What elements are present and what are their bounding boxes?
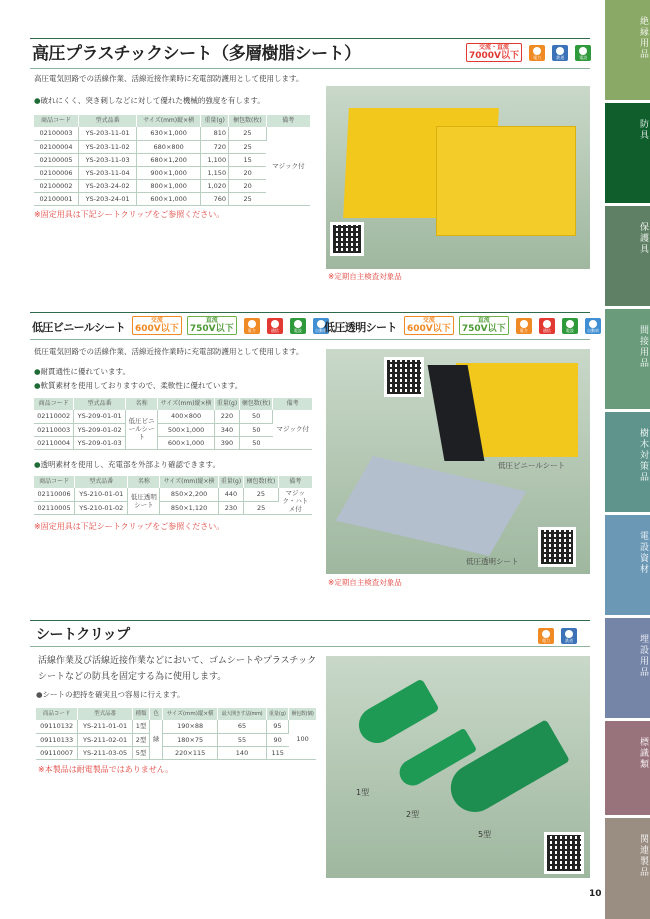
decoration <box>34 398 312 410</box>
text: 750V以下 <box>461 324 506 334</box>
clear-sheet <box>336 456 527 556</box>
power-icon <box>538 628 554 644</box>
badge-group <box>132 315 329 335</box>
decoration <box>36 708 316 720</box>
table-cell: マジック・ハトメ付 <box>278 488 312 514</box>
table-header: 梱包数(個) <box>289 708 316 720</box>
text: 通信 <box>542 327 551 333</box>
table-header: 型式品番 <box>79 115 137 127</box>
bullet <box>34 367 130 377</box>
table-cell: 180×75 <box>163 733 218 746</box>
table-cell: YS-211-01-01 <box>78 720 133 733</box>
decoration <box>387 360 421 394</box>
telecom-icon <box>267 318 283 334</box>
section-rule <box>30 68 590 69</box>
voltage-badge <box>466 43 522 62</box>
table-header: 備考 <box>273 398 312 410</box>
decoration: ● <box>36 690 43 699</box>
table-row <box>36 746 316 759</box>
table-cell: 低圧透明シート <box>128 488 160 514</box>
table-header: サイズ(mm)縦×横 <box>163 708 218 720</box>
bullet <box>34 381 242 391</box>
table-cell: 900×1,000 <box>137 166 201 179</box>
qr-code <box>384 357 424 397</box>
decoration <box>541 530 573 564</box>
table-cell: 90 <box>266 733 288 746</box>
table-cell: 02100004 <box>34 140 79 153</box>
bullet <box>36 690 184 700</box>
table-cell: 600×1,000 <box>137 192 201 205</box>
table-header: 名称 <box>126 398 158 410</box>
tab-tree-measures[interactable] <box>605 412 650 512</box>
table-header: サイズ(mm)縦×横 <box>160 476 218 488</box>
decoration <box>520 320 528 328</box>
inspection-note: ※定期自主検査対象品 <box>328 578 402 587</box>
badge-group <box>466 42 591 62</box>
table-cell: YS-203-11-03 <box>79 153 137 166</box>
section-title: 高圧プラスチックシート（多層樹脂シート） <box>32 44 361 64</box>
table-cell: 1,020 <box>201 179 229 192</box>
table-cell: 25 <box>244 488 278 501</box>
text: 電設 <box>293 327 302 333</box>
table-header: 商品コード <box>34 115 79 127</box>
text: 間接用品 <box>638 325 648 369</box>
decoration <box>36 708 316 759</box>
caption: 低圧透明シート <box>466 557 519 566</box>
text: 埋設用品 <box>638 634 648 678</box>
decoration <box>556 47 564 55</box>
telecom-icon <box>539 318 555 334</box>
qr-code <box>544 832 584 874</box>
table-cell: 1,150 <box>201 166 229 179</box>
text: 関連製品 <box>638 834 648 878</box>
section-rule <box>30 620 590 621</box>
table-cell: YS-203-24-02 <box>79 179 137 192</box>
table-cell: 20 <box>229 166 267 179</box>
decoration <box>542 630 550 638</box>
table-cell: 50 <box>239 423 272 436</box>
table-header: 備考 <box>266 115 310 127</box>
table-cell: YS-210-01-01 <box>75 488 128 501</box>
table-row <box>36 720 316 733</box>
tab-insulation[interactable] <box>605 0 650 100</box>
text: 電力 <box>533 54 542 60</box>
table-cell: 630×1,000 <box>137 127 201 140</box>
table-row <box>34 410 312 423</box>
table-cell: 850×1,120 <box>160 501 218 514</box>
power-icon <box>244 318 260 334</box>
badge-group <box>404 315 601 335</box>
table-row <box>34 423 312 436</box>
text: 鉄道 <box>556 54 565 60</box>
table-cell: 810 <box>201 127 229 140</box>
table-cell: 02100005 <box>34 153 79 166</box>
product-photo <box>326 86 590 269</box>
table-cell: 140 <box>218 746 267 759</box>
text: 通信 <box>270 327 279 333</box>
table-header: サイズ(mm)縦×横 <box>137 115 201 127</box>
note: ※固定用具は下記シートクリップをご参照ください。 <box>34 522 225 531</box>
product-photo <box>326 349 590 574</box>
text: 透明素材を使用し、充電部を外部より確認できます。 <box>40 460 220 469</box>
caption: 低圧ビニールシート <box>498 461 566 470</box>
table-cell: 25 <box>244 501 278 514</box>
section-title: シートクリップ <box>36 627 130 643</box>
table-cell: 02110003 <box>34 423 74 436</box>
table-header: 型式品番 <box>75 476 128 488</box>
table-header: 商品コード <box>36 708 78 720</box>
tab-protective-gear[interactable] <box>605 206 650 306</box>
text: 電設 <box>579 54 588 60</box>
caption: 1型 <box>356 788 370 797</box>
railway-icon <box>552 45 568 61</box>
caption: 5型 <box>478 830 492 839</box>
tab-indirect-tools[interactable] <box>605 309 650 409</box>
section-rule <box>30 646 590 647</box>
table-header: 備考 <box>278 476 312 488</box>
tab-electrical-materials[interactable] <box>605 515 650 615</box>
table-cell: 760 <box>201 192 229 205</box>
text: 直流 <box>477 317 490 324</box>
decoration <box>34 115 310 127</box>
table-cell: マジック付 <box>273 410 312 449</box>
table-header: 型式品番 <box>74 398 126 410</box>
description: 低圧電気回路での活線作業、活線近接作業時に充電部防護用として使用します。 <box>34 347 304 356</box>
text: 交流 <box>422 317 435 324</box>
voltage-value: 7000V以下 <box>469 51 520 61</box>
decoration <box>547 835 581 871</box>
table-cell: 95 <box>266 720 288 733</box>
table-cell: 09110007 <box>36 746 78 759</box>
decoration: ● <box>34 367 41 376</box>
text: 防具 <box>638 119 648 141</box>
product-photo <box>326 656 590 878</box>
table-header: 重量(g) <box>218 476 243 488</box>
table-cell: 02110004 <box>34 436 74 449</box>
decoration: ● <box>34 96 41 105</box>
decoration <box>34 476 312 514</box>
qr-code <box>330 222 364 256</box>
decoration <box>271 320 279 328</box>
bullet <box>34 460 220 470</box>
table-cell: 緑 <box>150 720 163 759</box>
table-cell: 02110005 <box>34 501 75 514</box>
decoration <box>34 398 312 449</box>
text: 600V以下 <box>135 324 179 334</box>
decoration <box>34 476 312 488</box>
table-cell: YS-209-01-02 <box>74 423 126 436</box>
table-cell: YS-203-24-01 <box>79 192 137 205</box>
table-cell: 1型 <box>132 720 149 733</box>
tab-signs[interactable] <box>605 721 650 815</box>
decoration <box>294 320 302 328</box>
table-cell: 25 <box>229 140 267 153</box>
table-cell: 02100001 <box>34 192 79 205</box>
spec-table <box>34 115 310 206</box>
badge-group <box>536 625 577 644</box>
table-header: 梱包数(枚) <box>229 115 267 127</box>
table-cell: 02100006 <box>34 166 79 179</box>
text: 自動車 <box>315 327 327 333</box>
decoration <box>333 225 361 253</box>
decoration <box>34 115 310 205</box>
text: 破れにくく、突き刺しなどに対して優れた機械的強度を有します。 <box>40 96 265 105</box>
text: 樹木対策品 <box>638 428 648 483</box>
table-cell: 20 <box>229 179 267 192</box>
text: 直流 <box>205 317 218 324</box>
table-header: 名称 <box>128 476 160 488</box>
table-cell: 340 <box>215 423 240 436</box>
section-rule <box>30 38 590 39</box>
section-rule <box>30 339 590 340</box>
decoration <box>589 320 597 328</box>
tab-buried-products[interactable] <box>605 618 650 718</box>
table-cell: YS-209-01-01 <box>74 410 126 423</box>
dc-voltage-badge <box>459 316 509 335</box>
spec-table-vinyl <box>34 398 312 450</box>
decoration <box>566 320 574 328</box>
table-cell: 800×1,000 <box>137 179 201 192</box>
section-title: 低圧ビニールシート <box>32 321 126 334</box>
note: ※固定用具は下記シートクリップをご参照ください。 <box>34 210 225 219</box>
table-cell: 25 <box>229 127 267 140</box>
table-cell: 2型 <box>132 733 149 746</box>
decoration <box>565 630 573 638</box>
note: ※本製品は耐電製品ではありません。 <box>38 765 174 774</box>
text: シートの把持を確実且つ容易に行えます。 <box>42 690 185 699</box>
table-header: 商品コード <box>34 398 74 410</box>
tab-protectors[interactable] <box>605 103 650 203</box>
table-header: 商品コード <box>34 476 75 488</box>
table-cell: 220×115 <box>163 746 218 759</box>
table-cell: YS-203-11-01 <box>79 127 137 140</box>
decoration: ● <box>34 381 41 390</box>
ac-voltage-badge <box>132 316 182 335</box>
spec-table-clip <box>36 708 316 760</box>
table-header: 重量(g) <box>266 708 288 720</box>
table-row <box>34 488 312 501</box>
text: 絶縁用品 <box>638 16 648 60</box>
table-cell: 55 <box>218 733 267 746</box>
table-header: サイズ(mm)縦×横 <box>158 398 215 410</box>
table-cell: YS-210-01-02 <box>75 501 128 514</box>
table-header: 重量(g) <box>215 398 240 410</box>
table-cell: 600×1,000 <box>158 436 215 449</box>
table-cell: 230 <box>218 501 243 514</box>
table-cell: YS-211-02-01 <box>78 733 133 746</box>
table-cell: 440 <box>218 488 243 501</box>
clip-1 <box>352 678 439 749</box>
table-cell: 65 <box>218 720 267 733</box>
table-cell: 400×800 <box>158 410 215 423</box>
table-header: 梱包数(枚) <box>239 398 272 410</box>
table-cell: 50 <box>239 436 272 449</box>
table-header: 重量(g) <box>201 115 229 127</box>
inspection-note: ※定期自主検査対象品 <box>328 272 402 281</box>
gear-icon <box>575 45 591 61</box>
table-cell: 680×1,200 <box>137 153 201 166</box>
caption: 2型 <box>406 810 420 819</box>
table-cell: 850×2,200 <box>160 488 218 501</box>
qr-code <box>538 527 576 567</box>
table-cell: 02110002 <box>34 410 74 423</box>
table-header: 種類 <box>132 708 149 720</box>
table-cell: 190×88 <box>163 720 218 733</box>
table-cell: 390 <box>215 436 240 449</box>
text: 電設 <box>565 327 574 333</box>
power-icon <box>529 45 545 61</box>
table-cell: 低圧ビニールシート <box>126 410 158 449</box>
text: 電力 <box>542 637 550 643</box>
table-cell: 15 <box>229 153 267 166</box>
text: 鉄道 <box>565 637 574 643</box>
text: 750V以下 <box>189 324 234 334</box>
table-row <box>34 127 310 140</box>
page-number: 10 <box>589 889 602 899</box>
section-rule <box>30 312 590 313</box>
description: 高圧電気回路での活線作業、活線近接作業時に充電部防護用として使用します。 <box>34 74 304 83</box>
table-cell: 09110132 <box>36 720 78 733</box>
table-cell: YS-211-03-05 <box>78 746 133 759</box>
gear-icon <box>290 318 306 334</box>
table-cell: 5型 <box>132 746 149 759</box>
table-cell: 25 <box>229 192 267 205</box>
table-cell: 50 <box>239 410 272 423</box>
decoration <box>543 320 551 328</box>
text: 軟質素材を使用しておりますので、柔軟性に優れています。 <box>40 381 243 390</box>
text: 電力 <box>247 327 256 333</box>
text: 自動車 <box>587 327 599 333</box>
table-cell: 720 <box>201 140 229 153</box>
table-header: 最大開きす法(mm) <box>218 708 267 720</box>
table-cell: マジック付 <box>266 127 310 205</box>
table-cell: 02100003 <box>34 127 79 140</box>
table-header: 色 <box>150 708 163 720</box>
table-cell: 680×800 <box>137 140 201 153</box>
text: 耐貫通性に優れています。 <box>40 367 130 376</box>
table-cell: 02110006 <box>34 488 75 501</box>
text: 電設資材 <box>638 531 648 575</box>
spec-table-clear <box>34 476 312 515</box>
text: 600V以下 <box>407 324 451 334</box>
dc-voltage-badge <box>187 316 237 335</box>
yellow-sheet <box>436 126 576 236</box>
bullet <box>34 96 265 106</box>
table-row <box>36 733 316 746</box>
table-cell: YS-203-11-04 <box>79 166 137 179</box>
table-cell: 220 <box>215 410 240 423</box>
railway-icon <box>561 628 577 644</box>
table-cell: YS-203-11-02 <box>79 140 137 153</box>
text: 標識類 <box>638 737 648 770</box>
table-header: 梱包数(枚) <box>244 476 278 488</box>
table-row <box>34 501 312 514</box>
tab-related-products[interactable] <box>605 818 650 919</box>
table-cell: 09110133 <box>36 733 78 746</box>
decoration <box>248 320 256 328</box>
table-cell: 02100002 <box>34 179 79 192</box>
power-icon <box>516 318 532 334</box>
table-row <box>34 436 312 449</box>
car-icon <box>585 318 601 334</box>
decoration <box>579 47 587 55</box>
text: 保護具 <box>638 222 648 255</box>
description: 活線作業及び活線近接作業などにおいて、ゴムシートやプラスチックシートなどの防具を固定する為に使用します。 <box>38 656 317 682</box>
table-header: 型式品番 <box>78 708 133 720</box>
table-cell: 500×1,000 <box>158 423 215 436</box>
table-cell: 1,100 <box>201 153 229 166</box>
ac-voltage-badge <box>404 316 454 335</box>
text: 交流 <box>150 317 163 324</box>
section-title-right: 低圧透明シート <box>324 321 397 334</box>
text: 電力 <box>519 327 528 333</box>
decoration: ● <box>34 460 41 469</box>
table-cell: YS-209-01-03 <box>74 436 126 449</box>
table-cell: 115 <box>266 746 288 759</box>
gear-icon <box>562 318 578 334</box>
voltage-label: 交流・直流 <box>479 44 510 51</box>
decoration <box>533 47 541 55</box>
table-cell: 100 <box>289 720 316 759</box>
